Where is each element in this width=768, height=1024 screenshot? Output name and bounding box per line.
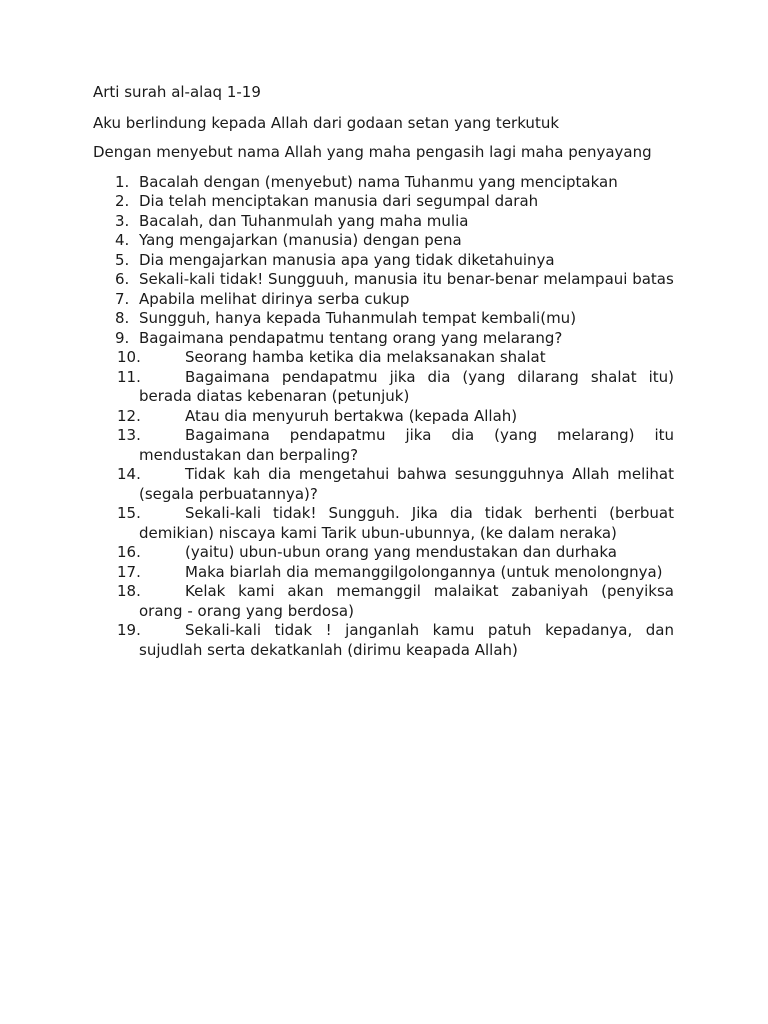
verse-text: Tidak kah dia mengetahui bahwa sesungguhnya Allah melihat (segala perbuatannya)?	[139, 465, 674, 503]
document-title: Arti surah al-alaq 1-19	[93, 83, 261, 101]
verse-number: 18.	[117, 582, 141, 600]
verse-number: 2.	[115, 192, 130, 210]
list-item	[93, 543, 674, 563]
list-item	[93, 621, 674, 660]
verse-text: (yaitu) ubun-ubun orang yang mendustakan dan durhaka	[185, 543, 617, 561]
verse-number: 19.	[117, 621, 141, 639]
verse-number: 14.	[117, 465, 141, 483]
list-item	[93, 192, 674, 212]
verse-number: 3.	[115, 211, 130, 230]
intro-taawudz: Aku berlindung kepada Allah dari godaan setan yang terkutuk	[93, 113, 560, 132]
verse-number: 5.	[115, 250, 130, 269]
verse-text: Sekali-kali tidak! Sungguuh, manusia itu benar-benar melampaui batas	[139, 270, 674, 288]
verse-number: 13.	[117, 426, 141, 444]
verse-number: 6.	[115, 270, 130, 288]
document-page	[93, 83, 674, 660]
verse-text: Yang mengajarkan (manusia) dengan pena	[139, 231, 462, 249]
verse-text: Atau dia menyuruh bertakwa (kepada Allah)	[185, 406, 518, 425]
list-item	[93, 563, 674, 583]
verse-text: Bacalah, dan Tuhanmulah yang maha mulia	[139, 211, 469, 230]
list-item	[93, 407, 674, 427]
intro-basmalah: Dengan menyebut nama Allah yang maha pengasih lagi maha penyayang	[93, 143, 652, 161]
list-item	[93, 251, 674, 271]
list-item	[93, 212, 674, 232]
verse-text: Bagaimana pendapatmu jika dia (yang dilarang shalat itu) berada diatas kebenaran (petunjuk)	[139, 367, 674, 405]
verse-text: Bagaimana pendapatmu tentang orang yang melarang?	[139, 328, 563, 347]
verse-text: Bagaimana pendapatmu jika dia (yang melarang) itu mendustakan dan berpaling?	[139, 426, 674, 464]
verse-text: Dia telah menciptakan manusia dari segumpal darah	[139, 192, 539, 210]
list-item	[93, 348, 674, 368]
verse-text: Seorang hamba ketika dia melaksanakan shalat	[185, 348, 546, 366]
verse-text: Sekali-kali tidak! Sungguh. Jika dia tidak berhenti (berbuat demikian) niscaya kami Tarik ubun-ubunnya, (ke dalam neraka)	[139, 504, 674, 542]
list-item	[93, 309, 674, 329]
list-item	[93, 504, 674, 543]
verse-number: 16.	[117, 543, 141, 561]
verse-number: 10.	[117, 348, 141, 366]
list-item	[93, 465, 674, 504]
verse-number: 17.	[117, 562, 141, 581]
verse-text: Sungguh, hanya kepada Tuhanmulah tempat kembali(mu)	[139, 309, 577, 327]
verse-text: Dia mengajarkan manusia apa yang tidak diketahuinya	[139, 250, 555, 269]
verse-text: Kelak kami akan memanggil malaikat zabaniyah (penyiksa orang - orang yang berdosa)	[139, 582, 674, 620]
list-item	[93, 426, 674, 465]
verse-number: 8.	[115, 309, 130, 327]
list-item	[93, 173, 674, 193]
list-item	[93, 329, 674, 349]
verse-list	[93, 173, 674, 661]
verse-number: 1.	[115, 172, 130, 191]
list-item	[93, 270, 674, 290]
verse-text: Maka biarlah dia memanggilgolongannya (untuk menolongnya)	[185, 562, 663, 581]
verse-number: 11.	[117, 367, 141, 386]
verse-text: Apabila melihat dirinya serba cukup	[139, 289, 410, 308]
verse-text: Sekali-kali tidak ! janganlah kamu patuh kepadanya, dan sujudlah serta dekatkanlah (dirimu keapada Allah)	[139, 621, 674, 659]
verse-number: 15.	[117, 504, 141, 522]
verse-number: 9.	[115, 328, 130, 347]
list-item	[93, 290, 674, 310]
list-item	[93, 582, 674, 621]
verse-text: Bacalah dengan (menyebut) nama Tuhanmu yang menciptakan	[139, 172, 618, 191]
list-item	[93, 368, 674, 407]
verse-number: 7.	[115, 289, 130, 308]
verse-number: 4.	[115, 231, 130, 249]
list-item	[93, 231, 674, 251]
verse-number: 12.	[117, 406, 141, 425]
